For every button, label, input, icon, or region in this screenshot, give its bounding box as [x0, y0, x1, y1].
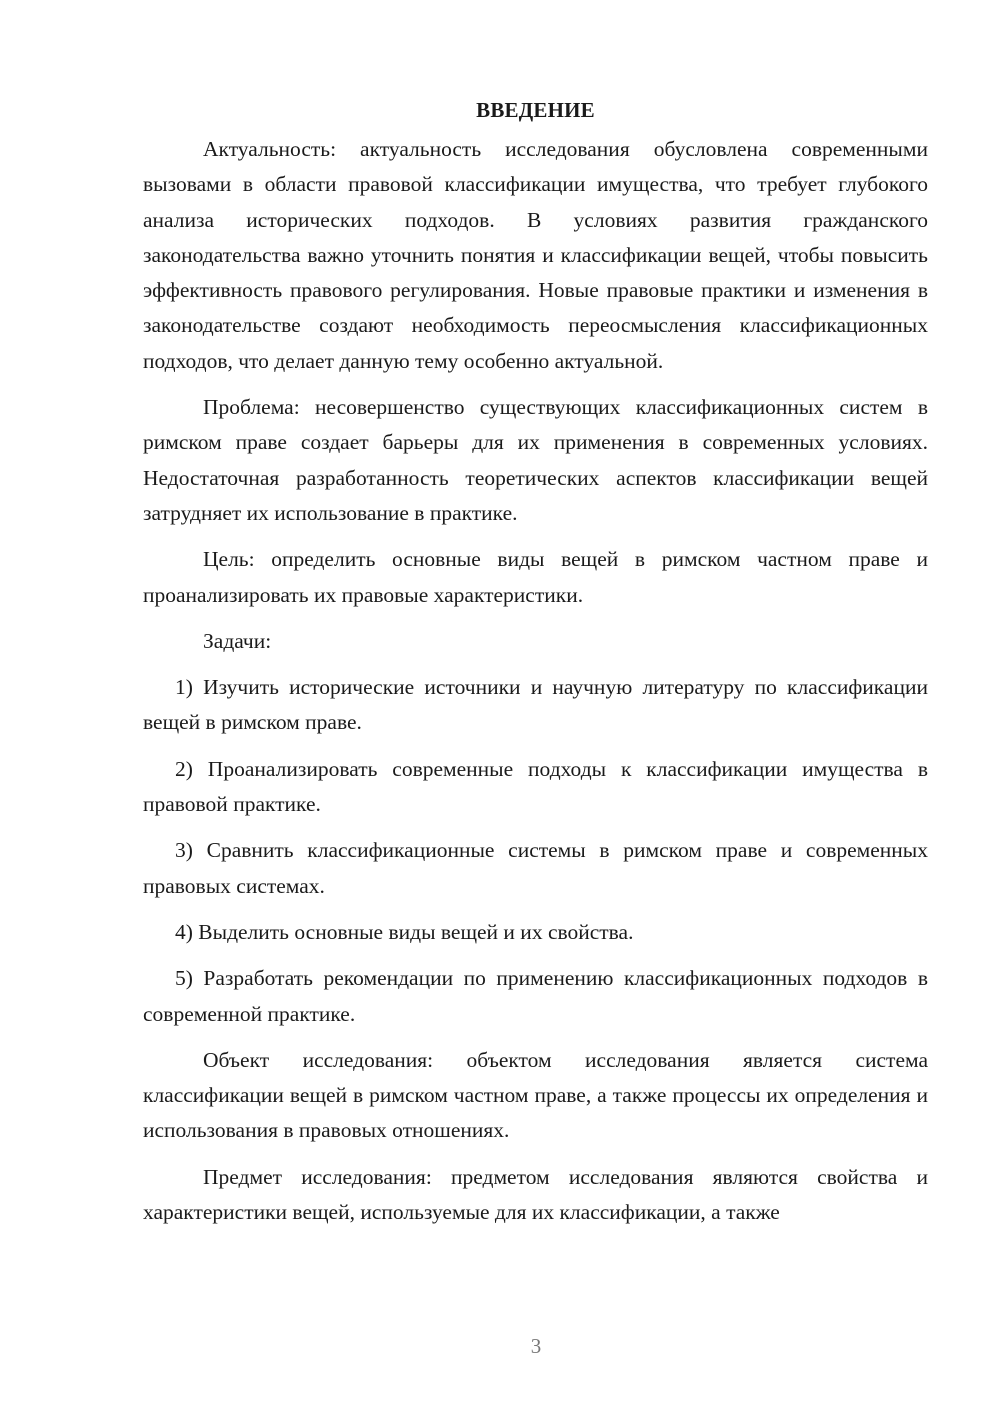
task-item: 4) Выделить основные виды вещей и их свойства. [175, 919, 634, 944]
task-item: 1) Изучить исторические источники и научную литературу по классификации вещей в римском праве. [143, 675, 928, 735]
section-title: ВВЕДЕНИЕ [476, 98, 595, 122]
relevance-paragraph: Актуальность: актуальность исследования обусловлена современными вызовами в области правовой классификации имущества, что требует глубокого анализа исторических подходов. В условиях развития гражданского законодательства важно уточнить понятия и классификации вещей, чтобы повысить эффективность правового регулирования. Новые правовые практики и изменения в законодательстве создают необходимость переосмысления классификационных подходов, что делает данную тему особенно актуальной. [143, 137, 928, 373]
task-item: 5) Разработать рекомендации по применению классификационных подходов в современной практике. [143, 966, 928, 1026]
tasks-heading: Задачи: [203, 628, 272, 653]
object-paragraph: Объект исследования: объектом исследования является система классификации вещей в римском частном праве, а также процессы их определения и использования в правовых отношениях. [143, 1047, 928, 1143]
goal-paragraph: Цель: определить основные виды вещей в римском частном праве и проанализировать их правовые характеристики. [143, 547, 928, 607]
task-item: 2) Проанализировать современные подходы к классификации имущества в правовой практике. [143, 756, 928, 817]
subject-paragraph: Предмет исследования: предметом исследования являются свойства и характеристики вещей, используемые для их классификации, а также [143, 1164, 928, 1225]
page-number: 3 [530, 1334, 542, 1358]
task-item: 3) Сравнить классификационные системы в римском праве и современных правовых системах. [143, 838, 928, 898]
problem-paragraph: Проблема: несовершенство существующих классификационных систем в римском праве создает барьеры для их применения в современных условиях. Недостаточная разработанность теоретических аспектов классификации вещей затрудняет их использование в практике. [143, 395, 928, 525]
document-page [143, 96, 928, 1230]
